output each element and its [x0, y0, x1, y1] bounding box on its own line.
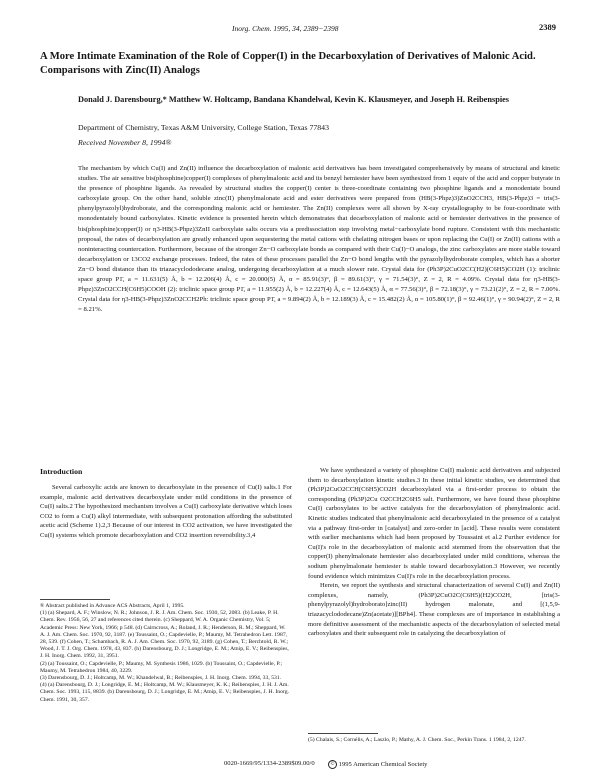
page-number: 2389: [539, 22, 556, 32]
footnote: (1) (a) Shepard, A. F.; Winslow, N. R.; Johnson, J. R. J. Am. Chem. Soc. 1930, 52, 2083. (b) Leake, P. H. Chem. Rev. 1956, 56, 27 and references cited therein. (c) Sheppard, W. A. Organic Chemistry, Vol. 5; Academic Press: New York, 1966; p 548. (d) Cairncross, A.; Roland, J. R.; Henderson, R. M.; Sheppard, W. A. J. Am. Chem. Soc. 1970, 92, 3187. (e) Toussaint, O.; Capdevielle, P.; Maumy, M. Tetrahedron Lett. 1987, 28, 539. (f) Cohen, T.; Schambach, R. A. J. Am. Chem. Soc. 1970, 92, 3189. (g) Cohen, T.; Berchtold, R. W.; Wood, J. T. J. Org. Chem. 1978, 43, 837. (h) Darensbourg, D. J.; Longridge, E. M.; Atnip, E. V.; Reibenspies, J. H. Inorg. Chem. 1992, 31, 3951.: [40, 610, 289, 660]
footnote: (5) Chalais, S.; Cornélis, A.; Laszlo, P.; Mathy, A. J. Chem. Soc., Perkin Trans. 1 1984, 2, 1247.: [308, 737, 526, 743]
footnote-divider: [308, 733, 378, 734]
copyright-notice: [328, 760, 427, 769]
footnote: (4) (a) Darensbourg, D. J.; Longridge, E. M.; Holtcamp, M. W.; Klausmeyer, K. K.; Reibenspies, J. H. J. Am. Chem. Soc. 1993, 115, 8839. (b) Darensbourg, D. J.; Longridge, E. M.; Atnip, E. V.; Reibenspies, J. H. Inorg. Chem. 1991, 30, 357.: [40, 682, 289, 703]
footnote: (3) Darensbourg, D. J.; Holtcamp, M. W.; Khandelwal, B.; Reibenspies, J. H. Inorg. Chem. 1994, 33, 531.: [40, 675, 282, 682]
copyright-text: 1995 American Chemical Society: [338, 761, 428, 769]
paragraph: We have synthesized a variety of phosphine Cu(I) malonic acid derivatives and subjected them to decarboxylation kinetic studies.3 In these initial kinetic studies, we determined that (Ph3P)2CuO2CCH(C6H5)CO2H decarboxylated via a first-order process to obtain the corresponding (Ph3P)2Cu O2CCH2C6H5 salt. Furthermore, we have found these phosphine Cu(I) carboxylates to be active catalysts for the decarboxylation of phenylmalonic acid. Kinetic studies indicated that phenylmalonic acid decarboxylated in the presence of a catalyst via a pathway first-order in [catalyst] and zero-order in [acid]. These results were consistent with earlier mechanisms which had been proposed by Toussaint et al.2 Further evidence for Cu(I)'s role in the decarboxylation of malonic acid stemmed from the observation that the copper(I) phenylmalonate hemiester also decarboxylated under mild conditions, whereas the sodium phenylmalonate hemiester is stable toward decarboxylation.3 However, we recently found evidence which minimizes Cu(I)'s role in the decarboxylation process.: [308, 467, 560, 580]
author-list: Donald J. Darensbourg,* Matthew W. Holtcamp, Bandana Khandelwal, Kevin K. Klausmeyer, and Joseph H. Reibenspies: [78, 95, 510, 104]
footnote: ® Abstract published in Advance ACS Abstracts, April 1, 1995.: [40, 603, 185, 609]
paragraph: Several carboxylic acids are known to decarboxylate in the presence of Cu(I) salts.1 For example, malonic acid derivatives decarboxylate under mild conditions in the presence of Cu(I) salts.2 The hypothesized mechanism involves a Cu(I) carboxylate derivative which loses CO2 to form a Cu(I) alkyl intermediate, with subsequent protonation affording the substituted acetic acid (Scheme 1).2,3 Because of our interest in CO2 activation, we have investigated the Cu(I) systems which promote decarboxylation and CO2 insertion reversibility.3,4: [40, 484, 292, 539]
footnotes-right: [308, 733, 560, 744]
left-column-body: [40, 483, 292, 541]
footnotes-left: [40, 599, 292, 704]
article-code: 0020-1669/95/1334-2389$09.00/0: [224, 760, 315, 767]
right-column-body: [308, 466, 560, 639]
abstract: The mechanism by which Cu(I) and Zn(II) influence the decarboxylation of malonic acid derivatives has been investigated comprehensively by means of structural and kinetic studies. The air sensitive bis(phosphine)copper(I) complexes of phenylmalonic acid and its benzyl hemiester have been synthesized from 1 equiv of the acid and copper butyrate in the presence of phosphine ligands. As revealed by structural studies the copper(I) center is three-coordinate containing two phosphine ligands and a monodentate bound carboxylate group. On the other hand, soluble zinc(II) phenylmalonate acid and ester derivatives were prepared from (HB(3-Phpz)3)ZnO2CCH3, HB(3-Phpz)3 = tris(3-phenylpyrazolyl)hydroborate, and the corresponding malonic acid or hemiester. The Zn(II) complexes were all shown by X-ray crystallography to be four-coordinate with monodentately bound carboxylates. Kinetic evidence is presented herein which demonstrates that decarboxylation of malonic acid or hemiester derivatives in the presence of bis(phosphine)copper(I) or η3-HB(3-Phpz)3ZnII carboxylate salts occurs via a predissociation step involving metal−carboxylate bond rupture. Consistent with this mechanistic proposal, the rates of decarboxylation are greatly enhanced upon sequestering the metal cations with chelating nitrogen bases or upon replacing the Cu(I) or Zn(II) cations with a noninteracting countercation. Furthermore, because of the stronger Zn−O carboxylate bonds as compared with their Cu(I)−O analogs, the zinc carboxylates are more stable toward decarboxylation or 13CO2 exchange processes. Indeed, the rates of these processes parallel the Zn−O bond lengths with the pyrazolylhydroborate complex, which has a shorter Zn−O bond distance than its triazacyclododecane analog, undergoing decarboxylation at a much slower rate. Crystal data for (Ph3P)2CuO2CC(H2)(C6H5)CO2H (1): triclinic space group P1̄, a = 11.631(5) Å, b = 12.206(4) Å, c = 20.000(5) Å, α = 85.91(3)°, β = 89.61(3)°, γ = 71.54(3)°, Z = 2, R = 4.09%. Crystal data for η3-HB(3-Phpz)3ZnO2CCH(C6H5)COOH (2): triclinic space group P1̄, a = 11.955(2) Å, b = 12.227(4) Å, c = 12.643(5) Å, α = 77.56(3)°, β = 72.18(3)°, γ = 73.21(2)°, Z = 2, R = 7.00%. Crystal data for η3-HB(3-Phpz)3ZnO2CCH2Ph: triclinic space group P1̄, a = 9.894(2) Å, b = 12.189(3) Å, c = 15.482(2) Å, α = 105.80(1)°, β = 92.46(1)°, γ = 90.94(2)°, Z = 2, R = 8.21%.: [78, 165, 560, 314]
journal-citation: Inorg. Chem. 1995, 34, 2389−2398: [232, 24, 339, 33]
affiliation: Department of Chemistry, Texas A&M University, College Station, Texas 77843: [78, 123, 329, 132]
section-heading-introduction: Introduction: [40, 467, 83, 476]
paragraph: Herein, we report the synthesis and structural characterization of several Cu(I) and Zn(II) complexes, namely, (Ph3P)2CuO2C(C6H5)(H2)CO2H, [tris(3-phenylpyrazolyl)hydroborato]zinc(II) hydrogen malonate, and [(1,5,9-triazacyclododecane)Zn(acetate)][BPh4]. These complexes are of importance in establishing a more definitive assessment of the mechanistic aspects of the decarboxylation of selected metal carboxylates and their subsequent role in catalyzing the decarboxylation of: [308, 582, 560, 638]
copyright-icon: ©: [328, 760, 337, 769]
footnote-divider: [40, 599, 110, 600]
running-header: [0, 22, 600, 36]
article-title: A More Intimate Examination of the Role of Copper(I) in the Decarboxylation of Derivatives of Malonic Acid. Comparisons with Zinc(II) Analogs: [40, 51, 536, 76]
received-date: Received November 8, 1994®: [78, 138, 172, 147]
footnote: (2) (a) Toussaint, O.; Capdevielle, P.; Maumy, M. Synthesis 1986, 1029. (b) Toussaint, O.; Capdevielle, P.; Maumy, M. Tetrahedron 1984, 40, 3229.: [40, 660, 283, 674]
